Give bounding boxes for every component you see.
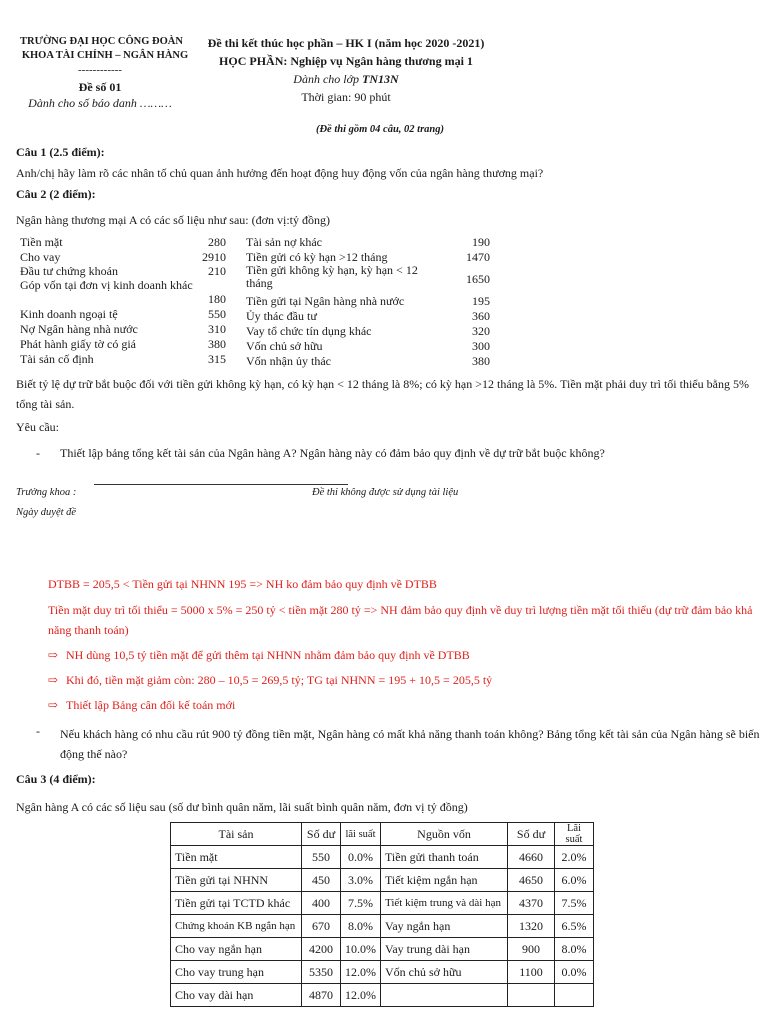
q2-item-label: Tiền gửi có kỳ hạn >12 tháng xyxy=(246,250,388,264)
q1-title: Câu 1 (2.5 điểm): xyxy=(16,145,105,159)
q2-item-label: Cho vay xyxy=(20,250,61,264)
q2-item-value: 2910 xyxy=(202,250,226,264)
q2-item-value: 300 xyxy=(472,339,490,353)
q2-title: Câu 2 (2 điểm): xyxy=(16,187,96,201)
header-balance: Số dư xyxy=(508,823,555,846)
q2-item-label: Kinh doanh ngoại tệ xyxy=(20,307,118,321)
q2-item-value: 550 xyxy=(208,307,226,321)
requirement-2: Nếu khách hàng có nhu cầu rút 900 tỷ đồng tiền mặt, Ngân hàng có mất khả năng thanh toán không? Bảng tổng kết tài sản của Ngân hàng sẽ biến động thế nào? xyxy=(60,727,760,761)
q2-item-value: 320 xyxy=(472,324,490,338)
q2-item-label: Tài sản cố định xyxy=(20,352,94,366)
q2-item-value: 1650 xyxy=(466,272,490,286)
q2-item-label: Đầu tư chứng khoán xyxy=(20,264,118,278)
header-dashes: ------------ xyxy=(78,64,122,76)
table-cell: 10.0% xyxy=(341,938,381,961)
q2-item-value: 195 xyxy=(472,294,490,308)
table-cell: 4370 xyxy=(508,892,555,915)
bullet-dash: - xyxy=(36,446,40,460)
no-documents-note: Đề thi không được sử dụng tài liệu xyxy=(312,487,459,498)
bullet-dash: - xyxy=(36,724,40,738)
q3-table xyxy=(170,822,594,1007)
table-cell xyxy=(381,984,508,1007)
table-cell: 4870 xyxy=(302,984,341,1007)
q2-item-label: Ủy thác đầu tư xyxy=(246,309,317,323)
answer-bullet-1: NH dùng 10,5 tỷ tiền mặt để gửi thêm tại NHNN nhằm đảm bảo quy định về DTBB xyxy=(66,648,470,662)
arrow-icon: ⇨ xyxy=(48,648,59,662)
table-cell: 8.0% xyxy=(341,915,381,938)
table-cell: 5350 xyxy=(302,961,341,984)
table-cell: 8.0% xyxy=(555,938,594,961)
answer-line-2: Tiền mặt duy trì tối thiểu = 5000 x 5% = 250 tỷ < tiền mặt 280 tỷ => NH đảm bảo quy định về duy trì lượng tiền mặt tối thiểu (dự trữ đảm bảo khả năng thanh toán) xyxy=(48,603,753,637)
table-row xyxy=(171,846,594,869)
approval-date-label: Ngày duyệt đề xyxy=(16,507,77,518)
table-row xyxy=(171,961,594,984)
answer-bullet-3: Thiết lập Bảng cân đối kế toán mới xyxy=(66,698,236,712)
q2-item-value: 180 xyxy=(208,292,226,306)
table-cell: 12.0% xyxy=(341,984,381,1007)
table-cell: 6.0% xyxy=(555,869,594,892)
q2-item-value: 1470 xyxy=(466,250,490,264)
q2-item-label: Tiền gửi không kỳ hạn, kỳ hạn < 12 tháng xyxy=(246,263,418,290)
table-cell: 7.5% xyxy=(341,892,381,915)
table-cell xyxy=(555,984,594,1007)
class-code: TN13N xyxy=(362,72,399,86)
exam-title: Đề thi kết thúc học phần – HK I (năm học 2020 -2021) xyxy=(207,36,485,50)
table-cell: 1320 xyxy=(508,915,555,938)
table-cell: Vay ngắn hạn xyxy=(381,915,508,938)
table-cell: 550 xyxy=(302,846,341,869)
header-assets: Tài sản xyxy=(171,823,302,846)
header-rate: lãi suất xyxy=(341,823,381,846)
table-cell: 0.0% xyxy=(555,961,594,984)
table-cell: Tiết kiệm trung và dài hạn xyxy=(381,892,508,915)
table-cell: Cho vay trung hạn xyxy=(171,961,302,984)
q2-item-value: 190 xyxy=(472,235,490,249)
q3-intro: Ngân hàng A có các số liệu sau (số dư bình quân năm, lãi suất bình quân năm, đơn vị tỷ đồng) xyxy=(16,800,468,814)
table-cell: 4200 xyxy=(302,938,341,961)
q3-title: Câu 3 (4 điểm): xyxy=(16,772,96,786)
header-liabilities: Nguồn vốn xyxy=(381,823,508,846)
table-cell: Tiền gửi thanh toán xyxy=(381,846,508,869)
q2-item-value: 360 xyxy=(472,309,490,323)
q2-item-label: Nợ Ngân hàng nhà nước xyxy=(20,322,138,336)
page-note: (Đề thi gồm 04 câu, 02 trang) xyxy=(315,124,445,135)
course-title: HỌC PHẦN: Nghiệp vụ Ngân hàng thương mại 1 xyxy=(219,54,473,68)
q2-item-label: Góp vốn tại đơn vị kinh doanh khác xyxy=(20,278,193,292)
candidate-number: Dành cho số báo danh ……… xyxy=(28,96,172,110)
faculty-name: KHOA TÀI CHÍNH – NGÂN HÀNG xyxy=(21,50,189,61)
table-cell: 4650 xyxy=(508,869,555,892)
table-cell: 670 xyxy=(302,915,341,938)
reserve-requirement-text: Biết tỷ lệ dự trữ bắt buộc đối với tiền gửi không kỳ hạn, có kỳ hạn < 12 tháng là 8%; có kỳ hạn >12 tháng là 5%. Tiền mặt phải duy trì tối thiểu bằng 5% tổng tài sản. xyxy=(16,377,749,411)
q2-item-label: Vốn chủ sở hữu xyxy=(246,339,323,353)
q2-item-label: Tiền mặt xyxy=(20,235,63,249)
answer-bullet-2: Khi đó, tiền mặt giảm còn: 280 – 10,5 = 269,5 tỷ; TG tại NHNN = 195 + 10,5 = 205,5 tỷ xyxy=(66,673,493,687)
class-line xyxy=(196,72,496,87)
table-cell: Cho vay dài hạn xyxy=(171,984,302,1007)
table-cell: Tiền gửi tại TCTD khác xyxy=(171,892,302,915)
table-cell: Chứng khoán KB ngắn hạn xyxy=(171,915,302,938)
table-cell: 12.0% xyxy=(341,961,381,984)
q2-item-value: 380 xyxy=(472,354,490,368)
table-cell xyxy=(508,984,555,1007)
exam-number: Đề số 01 xyxy=(78,80,122,94)
table-cell: 400 xyxy=(302,892,341,915)
table-cell: 2.0% xyxy=(555,846,594,869)
q2-item-value: 310 xyxy=(208,322,226,336)
q2-item-label: Vốn nhận ủy thác xyxy=(246,354,331,368)
table-row xyxy=(171,892,594,915)
table-cell: 3.0% xyxy=(341,869,381,892)
table-cell: Cho vay ngắn hạn xyxy=(171,938,302,961)
table-cell: Vay trung dài hạn xyxy=(381,938,508,961)
table-cell: Tiền gửi tại NHNN xyxy=(171,869,302,892)
answer-line-1: DTBB = 205,5 < Tiền gửi tại NHNN 195 => NH ko đảm bảo quy định về DTBB xyxy=(48,577,437,591)
dean-label: Trưởng khoa : xyxy=(16,487,77,498)
arrow-icon: ⇨ xyxy=(48,673,59,687)
q2-item-label: Phát hành giấy tờ có giá xyxy=(20,337,136,351)
q2-item-value: 210 xyxy=(208,264,226,278)
table-cell: Tiền mặt xyxy=(171,846,302,869)
q1-text: Anh/chị hãy làm rõ các nhân tố chủ quan ảnh hưởng đến hoạt động huy động vốn của ngân hàng thương mại? xyxy=(16,166,544,180)
table-header-row xyxy=(171,823,594,846)
q2-intro: Ngân hàng thương mại A có các số liệu như sau: (đơn vị:tỷ đồng) xyxy=(16,213,330,227)
table-cell: Tiết kiệm ngắn hạn xyxy=(381,869,508,892)
arrow-icon: ⇨ xyxy=(48,698,59,712)
signature-line xyxy=(94,484,348,485)
q2-item-value: 280 xyxy=(208,235,226,249)
requirement-label: Yêu cầu: xyxy=(16,420,59,434)
q2-item-label: Vay tổ chức tín dụng khác xyxy=(246,324,372,338)
table-cell: 4660 xyxy=(508,846,555,869)
table-row xyxy=(171,938,594,961)
q2-item-label: Tài sản nợ khác xyxy=(246,235,322,249)
table-cell: 450 xyxy=(302,869,341,892)
table-cell: 900 xyxy=(508,938,555,961)
duration: Thời gian: 90 phút xyxy=(301,90,391,104)
table-cell: 7.5% xyxy=(555,892,594,915)
header-balance: Số dư xyxy=(302,823,341,846)
table-cell: 6.5% xyxy=(555,915,594,938)
header-rate: Lãi suất xyxy=(555,823,594,846)
class-prefix: Dành cho lớp xyxy=(293,72,360,86)
q2-item-label: Tiền gửi tại Ngân hàng nhà nước xyxy=(246,294,405,308)
table-row xyxy=(171,984,594,1007)
q2-item-value: 315 xyxy=(208,352,226,366)
requirement-1: Thiết lập bảng tổng kết tài sản của Ngân hàng A? Ngân hàng này có đảm bảo quy định về dự trữ bắt buộc không? xyxy=(60,446,605,460)
table-cell: 0.0% xyxy=(341,846,381,869)
table-cell: Vốn chủ sở hữu xyxy=(381,961,508,984)
table-row xyxy=(171,915,594,938)
university-name: TRƯỜNG ĐẠI HỌC CÔNG ĐOÀN xyxy=(20,36,183,47)
q2-item-value: 380 xyxy=(208,337,226,351)
table-row xyxy=(171,869,594,892)
table-cell: 1100 xyxy=(508,961,555,984)
